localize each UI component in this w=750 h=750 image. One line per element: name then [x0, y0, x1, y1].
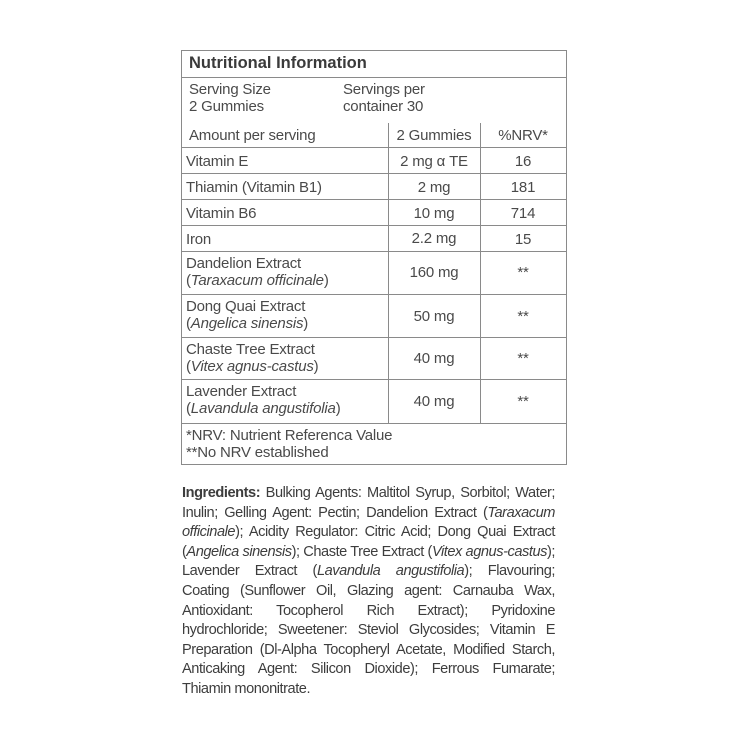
extract-name: Dong Quai Extract [186, 298, 306, 315]
serving-size [189, 81, 271, 115]
footnote-nrv: *NRV: Nutrient Referenca Value [186, 427, 393, 444]
nutrient-qty: 40 mg [413, 393, 455, 410]
extract-name: Lavender Extract [186, 383, 297, 400]
panel-title: Nutritional Information [189, 54, 367, 72]
ingredients-text: Ingredients: Bulking Agents: Maltitol Syrup, Sorbitol; Water; Inulin; Gelling Agent: Pectin; Dandelion Extract (Taraxacum officinale); Acidity Regulator: Citric Acid; Dong Quai Extract (Angelica sinensis); Chaste Tree Extract (Vitex agnus-castus); Lavender Extract (Lavandula angustifolia); Flavouring; Coating (Sunflower Oil, Glazing agent: Carnauba Wax, Antioxidant: Tocopherol Rich Extract); Pyridoxine hydrochloride; Sweetener: Steviol Glycosides; Vitamin E Preparation (Dl-Alpha Tocopheryl Acetate, Modified Starch, Anticaking Agent: Silicon Dioxide); Ferrous Fumarate; Thiamin mononitrate. [182, 485, 555, 697]
table-row [182, 295, 566, 338]
nutrient-nrv: 181 [510, 179, 536, 196]
servings-per-container [343, 81, 425, 115]
header-qty: 2 Gummies [396, 127, 472, 144]
table-row [182, 148, 566, 174]
serving-size-value: 2 Gummies [189, 98, 264, 115]
nutrition-panel [181, 50, 567, 465]
table-row [182, 200, 566, 226]
nutrient-name: Vitamin B6 [186, 205, 257, 222]
table-row [182, 338, 566, 380]
extract-latin: (Angelica sinensis) [186, 315, 309, 332]
nutrient-name [186, 341, 318, 375]
table-header-row [182, 123, 566, 148]
nutrient-name [186, 255, 329, 289]
extract-name: Dandelion Extract [186, 255, 301, 272]
nutrient-qty: 2 mg [417, 179, 451, 196]
header-amount: Amount per serving [189, 127, 316, 144]
nutrient-name: Thiamin (Vitamin B1) [186, 179, 322, 196]
nutrient-nrv: ** [517, 393, 529, 410]
ingredients-label: Ingredients: [182, 485, 261, 501]
nutrient-name [186, 298, 308, 332]
nutrient-nrv: 714 [510, 205, 536, 222]
table-row [182, 380, 566, 424]
extract-latin: (Lavandula angustifolia) [186, 400, 341, 417]
nutrient-nrv: ** [517, 308, 529, 325]
nutrient-qty: 10 mg [413, 205, 455, 222]
extract-name: Chaste Tree Extract [186, 341, 315, 358]
nutrient-nrv: 15 [514, 231, 532, 248]
nutrient-name: Vitamin E [186, 153, 249, 170]
servings-per-value: container 30 [343, 98, 424, 115]
table-row [182, 252, 566, 295]
extract-latin: (Vitex agnus-castus) [186, 358, 319, 375]
nutrient-name [186, 383, 340, 417]
nutrient-name: Iron [186, 231, 212, 248]
footnote-row [182, 424, 566, 464]
nutrient-qty: 40 mg [413, 350, 455, 367]
nutrient-qty: 50 mg [413, 308, 455, 325]
table-row [182, 226, 566, 252]
nutrient-nrv: 16 [514, 153, 532, 170]
servings-per-label: Servings per [343, 81, 425, 98]
nutrient-qty: 160 mg [409, 264, 459, 281]
extract-latin: (Taraxacum officinale) [186, 272, 329, 289]
nutrient-nrv: ** [517, 350, 529, 367]
header-nrv: %NRV* [498, 127, 548, 144]
panel-title-row [182, 51, 566, 78]
serving-size-label: Serving Size [189, 81, 271, 98]
nutrient-nrv: ** [517, 264, 529, 281]
footnote-no-nrv: **No NRV established [186, 444, 329, 461]
nutrient-qty: 2 mg α TE [400, 153, 468, 170]
nutrient-qty: 2.2 mg [411, 230, 457, 247]
table-row [182, 174, 566, 200]
